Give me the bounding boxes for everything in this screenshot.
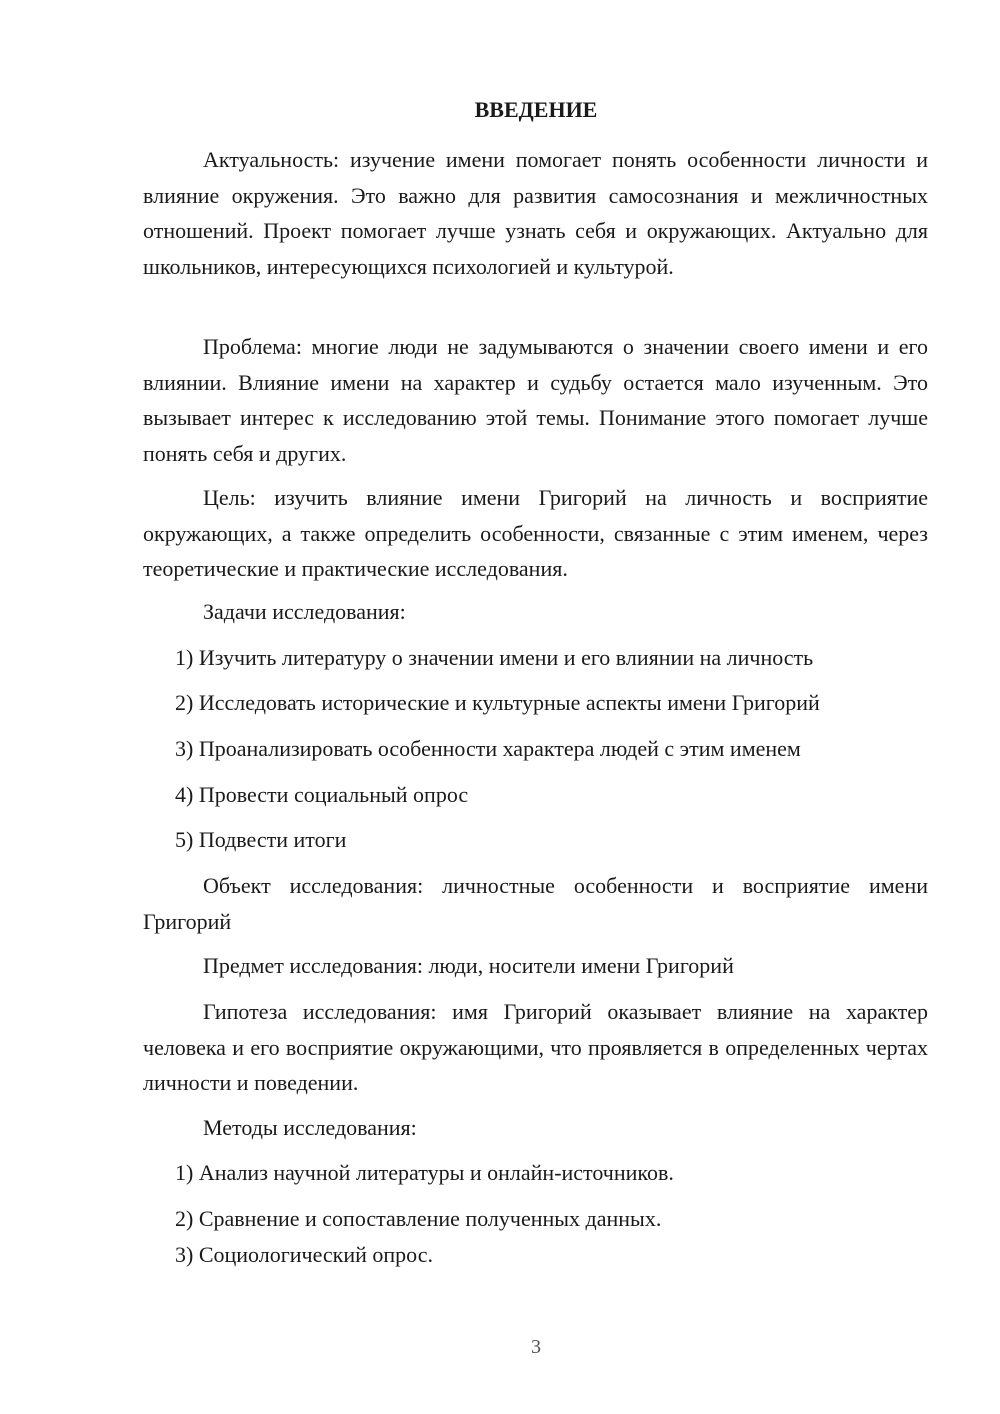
page-heading: ВВЕДЕНИЕ [474,97,598,122]
object-paragraph: Объект исследования: личностные особенности и восприятие имени Григорий [143,873,928,934]
task-item: 1) Изучить литературу о значении имени и его влиянии на личность [175,645,814,670]
hypothesis-paragraph: Гипотеза исследования: имя Григорий оказывает влияние на характер человека и его восприятие окружающими, что проявляется в определенных чертах личности и поведении. [143,999,928,1095]
tasks-label: Задачи исследования: [203,599,406,624]
subject-line: Предмет исследования: люди, носители имени Григорий [203,953,734,978]
method-item: 3) Социологический опрос. [175,1242,433,1267]
goal-paragraph: Цель: изучить влияние имени Григорий на личность и восприятие окружающих, а также определить особенности, связанные с этим именем, через теоретические и практические исследования. [143,485,928,581]
task-item: 5) Подвести итоги [175,827,347,852]
methods-label: Методы исследования: [203,1115,417,1140]
task-item: 2) Исследовать исторические и культурные аспекты имени Григорий [175,690,820,715]
method-item: 2) Сравнение и сопоставление полученных данных. [175,1206,662,1231]
task-item: 3) Проанализировать особенности характера людей с этим именем [175,736,801,761]
method-item: 1) Анализ научной литературы и онлайн-источников. [175,1160,674,1185]
relevance-paragraph: Актуальность: изучение имени помогает понять особенности личности и влияние окружения. Это важно для развития самосознания и межличностных отношений. Проект помогает лучше узнать себя и окружающих. Актуально для школьников, интересующихся психологией и культурой. [143,147,928,279]
task-item: 4) Провести социальный опрос [175,782,469,807]
page-number: 3 [531,1336,541,1358]
problem-paragraph: Проблема: многие люди не задумываются о значении своего имени и его влиянии. Влияние имени на характер и судьбу остается мало изученным. Это вызывает интерес к исследованию этой темы. Понимание этого помогает лучше понять себя и других. [143,334,928,466]
